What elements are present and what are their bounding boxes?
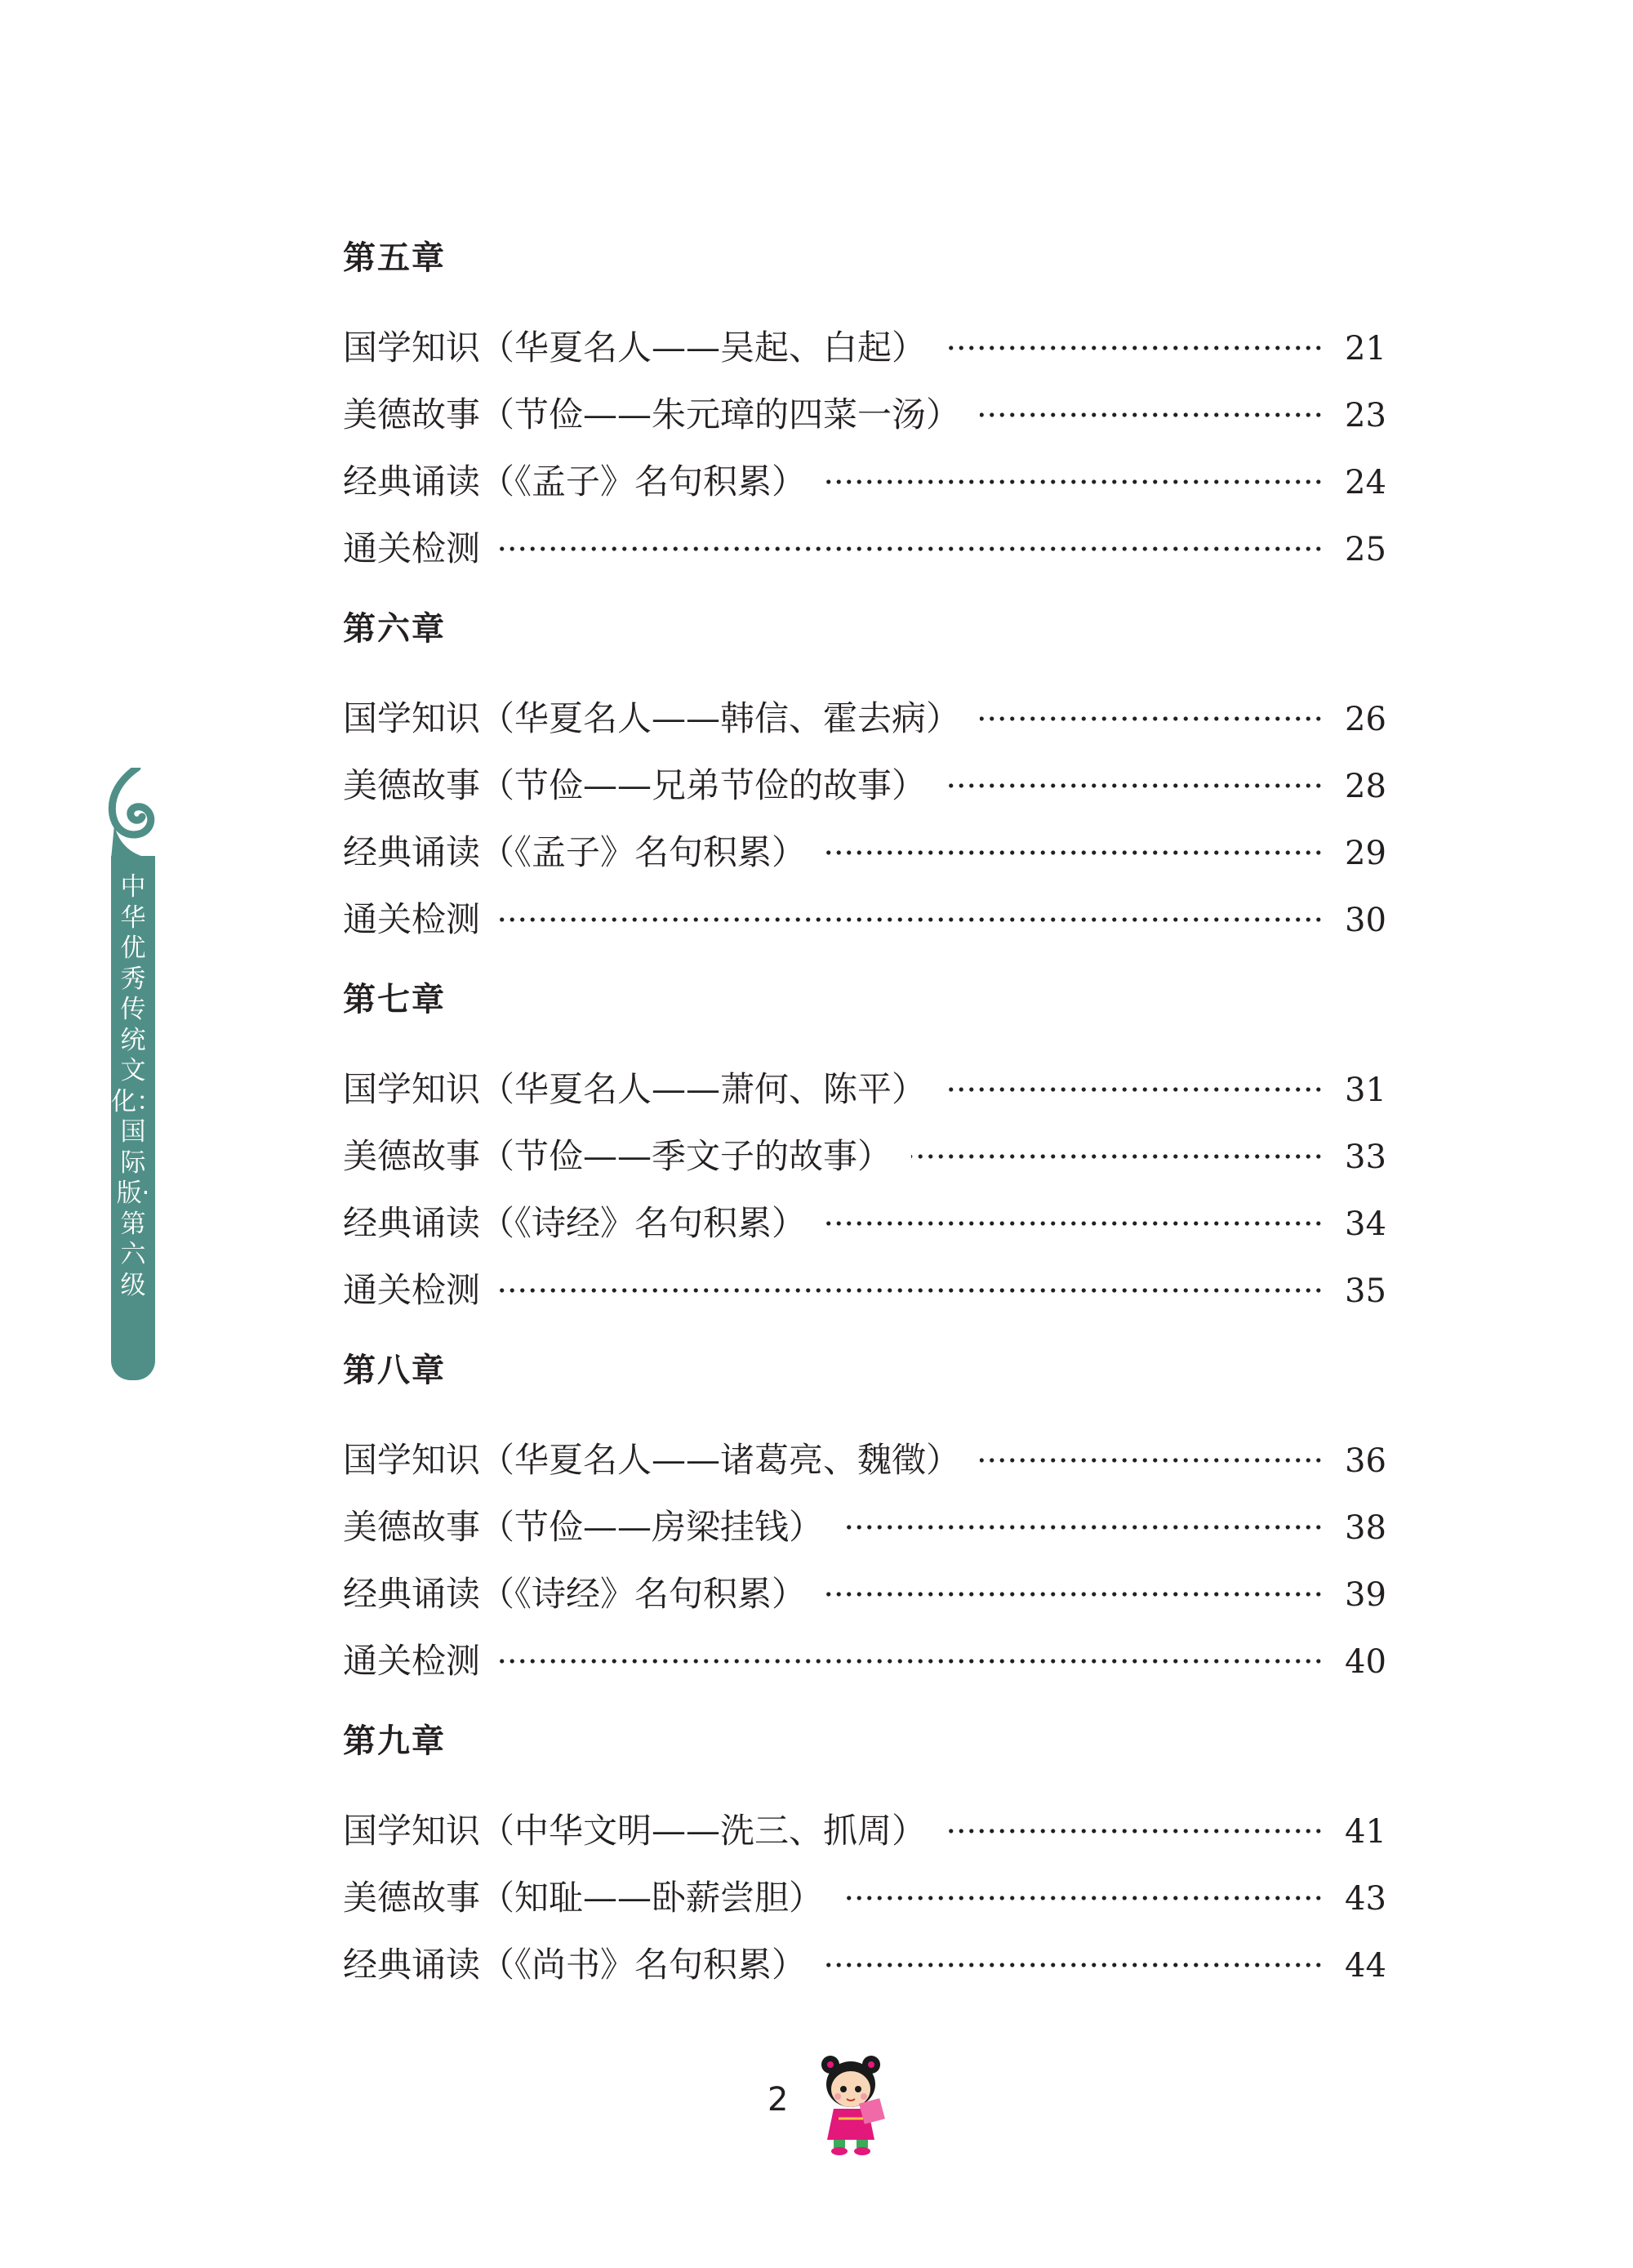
- toc-entry-label: 美德故事（知耻——卧薪尝胆）: [343, 1878, 824, 1918]
- dot-leader: [946, 1825, 1324, 1837]
- toc-entry-page: 24: [1345, 464, 1386, 501]
- toc-entry-label: 通关检测: [343, 1641, 481, 1681]
- toc-entry-page: 41: [1345, 1813, 1386, 1851]
- toc-entry-page: 26: [1345, 701, 1386, 738]
- chapter-section: [343, 604, 1384, 953]
- toc-entry[interactable]: [343, 1561, 1384, 1628]
- toc-entry-page: 23: [1345, 397, 1386, 434]
- toc-entry[interactable]: [343, 1427, 1384, 1494]
- toc-entry-page: 30: [1345, 902, 1386, 939]
- toc-entry-label: 经典诵读（《尚书》名句积累）: [343, 1945, 807, 1985]
- toc-entry-label: 国学知识（中华文明——洗三、抓周）: [343, 1811, 927, 1851]
- toc-entry-page: 29: [1345, 835, 1386, 872]
- toc-entry[interactable]: [343, 448, 1384, 515]
- chapter-heading: 第六章: [343, 609, 446, 648]
- dot-leader: [500, 1655, 1324, 1667]
- dot-leader: [946, 1084, 1324, 1095]
- toc-entry[interactable]: [343, 752, 1384, 819]
- table-of-contents: [343, 233, 1384, 2020]
- toc-entry-page: 31: [1345, 1072, 1386, 1109]
- dot-leader: [825, 1959, 1324, 1971]
- toc-entry-label: 通关检测: [343, 899, 481, 939]
- toc-entry-label: 经典诵读（《孟子》名句积累）: [343, 461, 807, 501]
- chapter-section: [343, 974, 1384, 1324]
- toc-entry-label: 经典诵读（《诗经》名句积累）: [343, 1203, 807, 1243]
- toc-entry-page: 33: [1345, 1138, 1386, 1176]
- dot-leader: [500, 914, 1324, 925]
- chapter-section: [343, 233, 1384, 582]
- dot-leader: [980, 713, 1324, 724]
- toc-entry-page: 25: [1345, 531, 1386, 568]
- chapter-heading: 第八章: [343, 1351, 446, 1389]
- dot-leader: [980, 1455, 1324, 1466]
- toc-entry-label: 国学知识（华夏名人——诸葛亮、魏徵）: [343, 1440, 961, 1480]
- toc-entry[interactable]: [343, 685, 1384, 752]
- toc-entry[interactable]: [343, 1628, 1384, 1695]
- toc-entry-label: 美德故事（节俭——房梁挂钱）: [343, 1507, 824, 1547]
- toc-entry-page: 34: [1345, 1205, 1386, 1243]
- toc-entry-page: 28: [1345, 768, 1386, 805]
- toc-entry-page: 39: [1345, 1576, 1386, 1614]
- dot-leader: [825, 1218, 1324, 1229]
- toc-entry[interactable]: [343, 381, 1384, 448]
- toc-entry-label: 国学知识（华夏名人——吴起、白起）: [343, 328, 927, 368]
- toc-entry[interactable]: [343, 1494, 1384, 1561]
- toc-entry[interactable]: [343, 1056, 1384, 1123]
- toc-entry-page: 44: [1345, 1947, 1386, 1985]
- dot-leader: [911, 1151, 1324, 1162]
- chapter-section: [343, 1716, 1384, 1998]
- toc-entry[interactable]: [343, 1190, 1384, 1257]
- dot-leader: [946, 342, 1324, 354]
- dot-leader: [843, 1522, 1324, 1533]
- dot-leader: [980, 409, 1324, 421]
- toc-entry-label: 国学知识（华夏名人——韩信、霍去病）: [343, 698, 961, 738]
- toc-entry-label: 经典诵读（《孟子》名句积累）: [343, 832, 807, 872]
- chapter-heading: 第五章: [343, 238, 446, 277]
- toc-entry-label: 美德故事（节俭——朱元璋的四菜一汤）: [343, 394, 961, 434]
- chapter-heading: 第九章: [343, 1722, 446, 1760]
- toc-entry-label: 经典诵读（《诗经》名句积累）: [343, 1574, 807, 1614]
- dot-leader: [825, 847, 1324, 858]
- dot-leader: [843, 1892, 1324, 1904]
- toc-entry-page: 35: [1345, 1272, 1386, 1310]
- page-number: 2: [768, 2081, 789, 2119]
- toc-entry[interactable]: [343, 1798, 1384, 1865]
- toc-entry-label: 美德故事（节俭——兄弟节俭的故事）: [343, 765, 927, 805]
- toc-entry-page: 38: [1345, 1509, 1386, 1547]
- girl-mascot-icon: [812, 2050, 894, 2156]
- toc-entry-page: 40: [1345, 1643, 1386, 1681]
- dot-leader: [500, 1285, 1324, 1296]
- swirl-ornament-icon: [105, 768, 162, 859]
- toc-entry[interactable]: [343, 819, 1384, 886]
- dot-leader: [500, 543, 1324, 555]
- toc-entry-label: 通关检测: [343, 528, 481, 568]
- dot-leader: [946, 780, 1324, 791]
- toc-entry[interactable]: [343, 515, 1384, 582]
- dot-leader: [825, 1588, 1324, 1600]
- toc-entry-page: 36: [1345, 1442, 1386, 1480]
- chapter-heading: 第七章: [343, 980, 446, 1018]
- side-tab-text: 中华优秀传统文化：国际版·第六级: [111, 872, 162, 1300]
- toc-entry[interactable]: [343, 1123, 1384, 1190]
- toc-entry-label: 美德故事（节俭——季文子的故事）: [343, 1136, 892, 1176]
- toc-entry[interactable]: [343, 1257, 1384, 1324]
- chapter-section: [343, 1345, 1384, 1695]
- dot-leader: [825, 476, 1324, 488]
- toc-entry-label: 国学知识（华夏名人——萧何、陈平）: [343, 1069, 927, 1109]
- toc-entry-page: 43: [1345, 1880, 1386, 1918]
- toc-entry-label: 通关检测: [343, 1270, 481, 1310]
- toc-entry[interactable]: [343, 1865, 1384, 1932]
- toc-entry[interactable]: [343, 1932, 1384, 1998]
- toc-entry-page: 21: [1345, 330, 1386, 368]
- toc-entry[interactable]: [343, 886, 1384, 953]
- toc-entry[interactable]: [343, 314, 1384, 381]
